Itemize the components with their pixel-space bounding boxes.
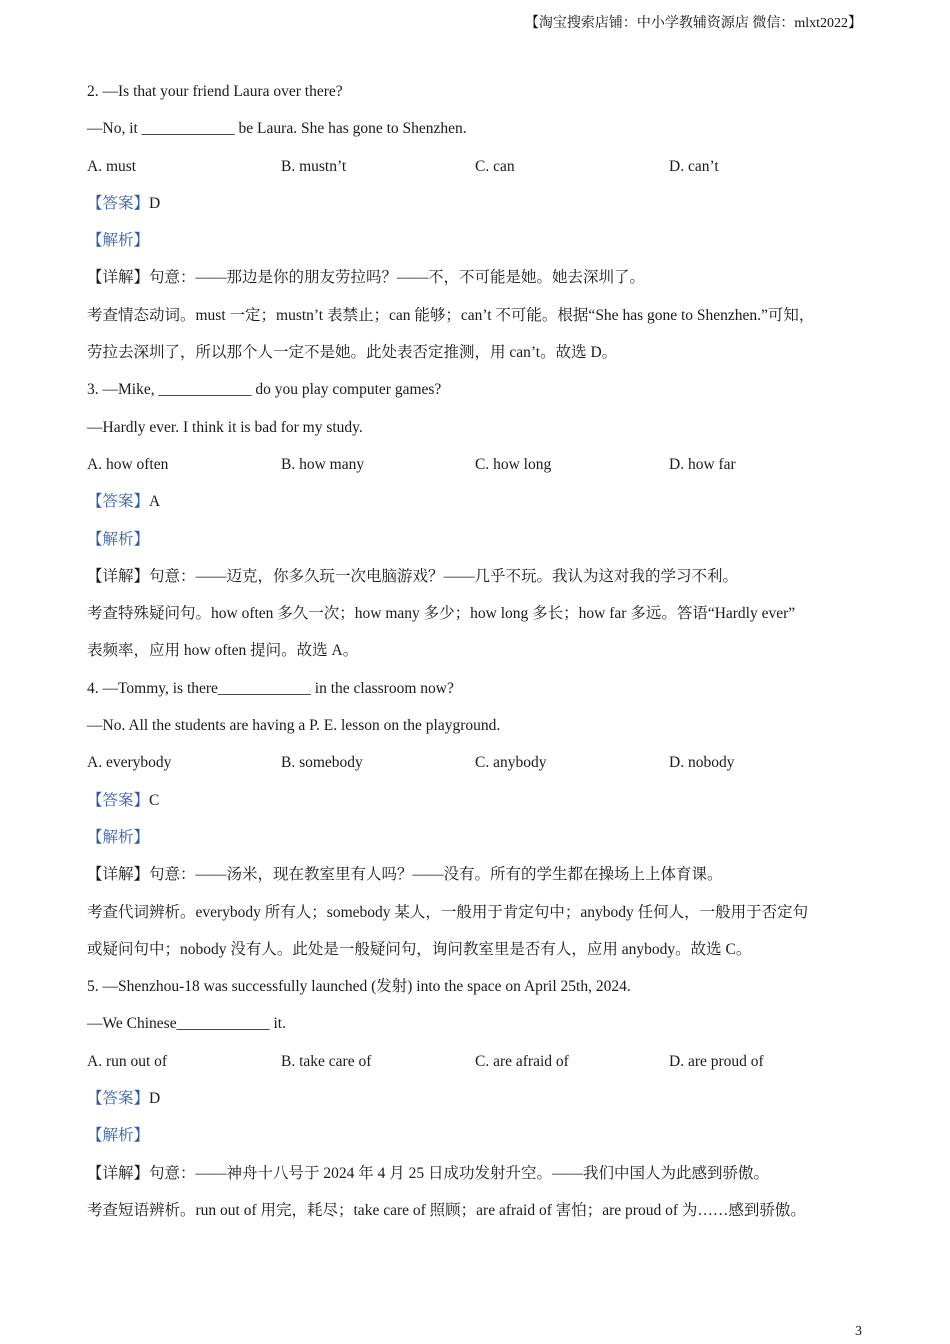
question-4: [87, 670, 869, 968]
question-reply: —No. All the students are having a P. E. lesson on the playground.: [87, 717, 501, 735]
question-reply: —No, it ____________ be Laura. She has gone to Shenzhen.: [87, 120, 467, 138]
answer-line: [87, 185, 869, 222]
answer-line: [87, 782, 869, 819]
explanation-line: 考查代词辨析。everybody 所有人；somebody 某人，一般用于肯定句中；anybody 任何人，一般用于否定句: [87, 903, 809, 921]
detail-line: [87, 856, 869, 893]
options-row: [87, 446, 869, 483]
page-number: 3: [855, 1324, 862, 1339]
analysis-label: 【解析】: [87, 530, 150, 548]
options-row: [87, 1043, 869, 1080]
answer-value: A: [149, 493, 161, 511]
answer-value: D: [149, 194, 161, 212]
answer-label: 【答案】: [87, 194, 150, 212]
option-c: C. how long: [475, 455, 552, 473]
explanation-line: 劳拉去深圳了，所以那个人一定不是她。此处表否定推测，用 can’t。故选 D。: [87, 344, 618, 362]
options-row: [87, 148, 869, 185]
option-d: D. can’t: [669, 157, 719, 175]
detail-label: 【详解】: [87, 567, 150, 585]
explanation-line: 或疑问句中；nobody 没有人。此处是一般疑问句，询问教室里是否有人，应用 anybody。故选 C。: [87, 940, 752, 958]
option-b: B. how many: [281, 455, 365, 473]
question-2: [87, 73, 869, 371]
answer-value: C: [149, 791, 160, 809]
explanation-line: 考查短语辨析。run out of 用完，耗尽；take care of 照顾；are afraid of 害怕；are proud of 为……感到骄傲。: [87, 1201, 806, 1219]
option-c: C. are afraid of: [475, 1052, 569, 1070]
explanation-line: 考查特殊疑问句。how often 多久一次；how many 多少；how long 多长；how far 多远。答语“Hardly ever”: [87, 605, 796, 623]
option-c: C. anybody: [475, 754, 547, 772]
detail-text: 句意：——迈克，你多久玩一次电脑游戏？——几乎不玩。我认为这对我的学习不利。: [149, 567, 739, 585]
detail-text: 句意：——汤米，现在教室里有人吗？——没有。所有的学生都在操场上上体育课。: [149, 866, 723, 884]
question-stem: 2. —Is that your friend Laura over there?: [87, 83, 343, 100]
answer-value: D: [149, 1090, 161, 1108]
explanation-line: 表频率，应用 how often 提问。故选 A。: [87, 642, 359, 660]
question-3: [87, 371, 869, 669]
option-b: B. mustn’t: [281, 157, 347, 175]
detail-line: [87, 558, 869, 595]
option-b: B. take care of: [281, 1052, 372, 1070]
question-stem: 3. —Mike, ____________ do you play computer games?: [87, 381, 442, 399]
option-d: D. nobody: [669, 754, 735, 772]
detail-line: [87, 1155, 869, 1192]
analysis-label: 【解析】: [87, 1127, 150, 1145]
option-a: A. everybody: [87, 754, 172, 772]
detail-text: 句意：——神舟十八号于 2024 年 4 月 25 日成功发射升空。——我们中国人为此感到骄傲。: [149, 1164, 770, 1182]
question-stem: 4. —Tommy, is there____________ in the classroom now?: [87, 679, 454, 697]
option-c: C. can: [475, 157, 515, 175]
document-body: [87, 73, 869, 1229]
question-reply: —Hardly ever. I think it is bad for my study.: [87, 418, 363, 436]
option-a: A. run out of: [87, 1052, 168, 1070]
header-note: 【淘宝搜索店铺：中小学教辅资源店 微信：mlxt2022】: [524, 16, 862, 31]
option-d: D. are proud of: [669, 1052, 764, 1070]
detail-line: [87, 259, 869, 296]
analysis-label: 【解析】: [87, 232, 150, 250]
answer-label: 【答案】: [87, 493, 150, 511]
option-b: B. somebody: [281, 754, 363, 772]
detail-label: 【详解】: [87, 1164, 150, 1182]
explanation-line: 考查情态动词。must 一定；mustn’t 表禁止；can 能够；can’t 不可能。根据“She has gone to Shenzhen.”可知，: [87, 306, 815, 324]
question-5: [87, 968, 869, 1229]
analysis-label: 【解析】: [87, 828, 150, 846]
question-stem: 5. —Shenzhou-18 was successfully launched (发射) into the space on April 25th, 2024.: [87, 978, 631, 996]
option-a: A. must: [87, 157, 137, 175]
option-a: A. how often: [87, 455, 169, 473]
detail-label: 【详解】: [87, 866, 150, 884]
option-d: D. how far: [669, 455, 736, 473]
answer-label: 【答案】: [87, 791, 150, 809]
answer-line: [87, 483, 869, 520]
detail-label: 【详解】: [87, 269, 150, 287]
options-row: [87, 744, 869, 781]
answer-label: 【答案】: [87, 1090, 150, 1108]
question-reply: —We Chinese____________ it.: [87, 1015, 286, 1033]
detail-text: 句意：——那边是你的朋友劳拉吗？——不，不可能是她。她去深圳了。: [149, 269, 646, 287]
answer-line: [87, 1080, 869, 1117]
